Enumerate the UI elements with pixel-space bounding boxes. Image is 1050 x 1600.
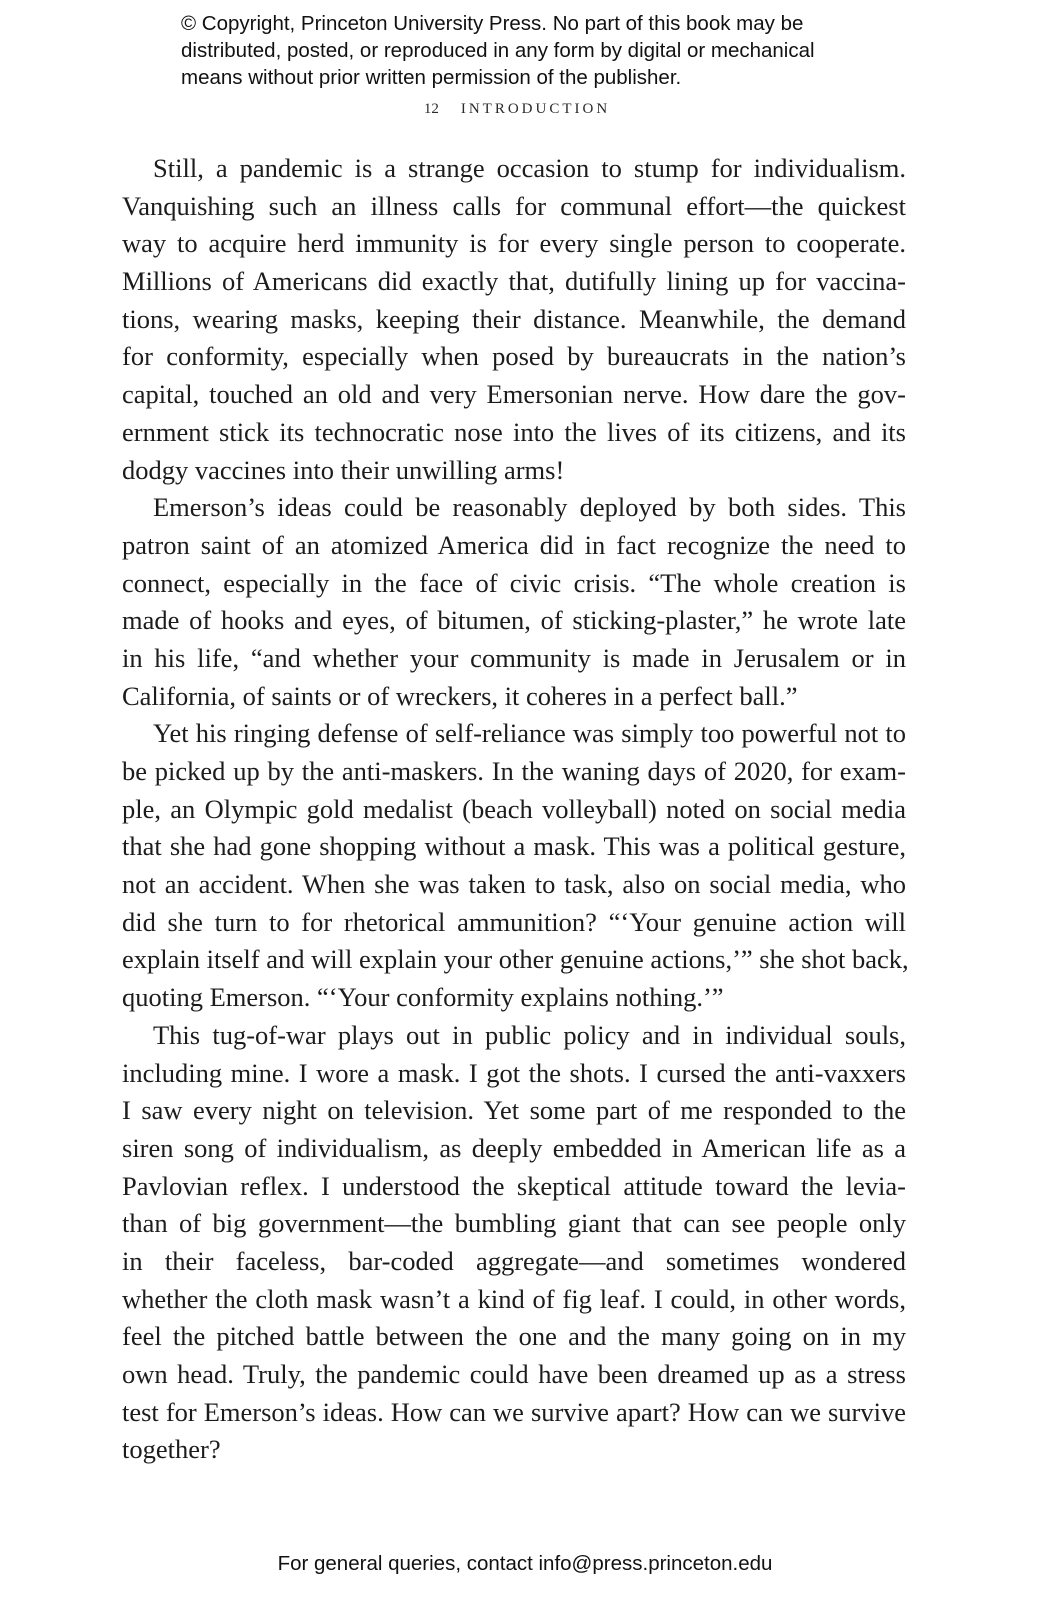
text-line: including mine. I wore a mask. I got the shots. I cursed the anti-vaxxers: [122, 1057, 906, 1088]
text-line: Millions of Americans did exactly that, dutifully lining up for vaccina-: [122, 266, 906, 297]
text-line: than of big government—the bumbling giant that can see people only: [122, 1208, 906, 1239]
text-line: California, of saints or of wreckers, it coheres in a perfect ball.”: [122, 680, 798, 711]
text-line: own head. Truly, the pandemic could have been dreamed up as a stress: [122, 1359, 906, 1389]
text-line: test for Emerson’s ideas. How can we survive apart? How can we survive: [122, 1396, 906, 1427]
text-line: patron saint of an atomized America did in fact recognize the need to: [122, 529, 906, 560]
paragraph: [122, 1017, 906, 1469]
paragraph: [122, 715, 909, 1017]
text-line: way to acquire herd immunity is for every single person to cooperate.: [122, 228, 906, 259]
text-line: in their faceless, bar-coded aggregate—and sometimes wondered: [122, 1245, 906, 1276]
text-line: ernment stick its technocratic nose into the lives of its citizens, and its: [122, 416, 906, 447]
text-line: in his life, “and whether your community is made in Jerusalem or in: [122, 642, 906, 673]
copyright-line: distributed, posted, or reproduced in any form by digital or mechanical: [181, 39, 815, 62]
copyright-line: © Copyright, Princeton University Press. No part of this book may be: [181, 12, 804, 35]
text-line: Vanquishing such an illness calls for communal effort—the quickest: [122, 190, 906, 221]
running-head: [0, 101, 1034, 118]
text-line: dodgy vaccines into their unwilling arms!: [122, 454, 565, 485]
text-line: did she turn to for rhetorical ammunition? “‘Your genuine action will: [122, 906, 906, 937]
text-line: ple, an Olympic gold medalist (beach volleyball) noted on social media: [122, 793, 906, 824]
body-text: [122, 150, 909, 1469]
text-line: tions, wearing masks, keeping their distance. Meanwhile, the demand: [122, 303, 906, 334]
text-line: capital, touched an old and very Emersonian nerve. How dare the gov-: [122, 379, 906, 410]
paragraph: [122, 489, 906, 715]
text-line: Still, a pandemic is a strange occasion to stump for individualism.: [153, 153, 906, 183]
text-line: Yet his ringing defense of self-reliance was simply too powerful not to: [153, 718, 906, 749]
page-number: 12: [423, 101, 439, 117]
text-line: together?: [122, 1434, 221, 1465]
paragraph: [122, 150, 906, 489]
text-line: I saw every night on television. Yet some part of me responded to the: [122, 1095, 906, 1126]
text-line: This tug-of-war plays out in public policy and in individual souls,: [153, 1019, 906, 1050]
copyright-line: means without prior written permission of the publisher.: [181, 66, 682, 89]
text-line: be picked up by the anti-maskers. In the waning days of 2020, for exam-: [122, 756, 906, 786]
text-line: Emerson’s ideas could be reasonably deployed by both sides. This: [153, 492, 906, 523]
text-line: connect, especially in the face of civic crisis. “The whole creation is: [122, 567, 906, 598]
copyright-notice: [181, 10, 901, 91]
text-line: Pavlovian reflex. I understood the skeptical attitude toward the levia-: [122, 1170, 906, 1201]
text-line: explain itself and will explain your other genuine actions,’” she shot back,: [122, 944, 909, 975]
text-line: made of hooks and eyes, of bitumen, of sticking-plaster,” he wrote late: [122, 605, 906, 636]
text-line: that she had gone shopping without a mask. This was a political gesture,: [122, 831, 906, 862]
text-line: quoting Emerson. “‘Your conformity explains nothing.’”: [122, 982, 724, 1013]
text-line: not an accident. When she was taken to task, also on social media, who: [122, 869, 906, 900]
footer-contact: For general queries, contact info@press.princeton.edu: [277, 1552, 773, 1575]
text-line: feel the pitched battle between the one and the many going on in my: [122, 1321, 906, 1352]
text-line: for conformity, especially when posed by bureaucrats in the nation’s: [122, 341, 906, 372]
text-line: siren song of individualism, as deeply embedded in American life as a: [122, 1132, 906, 1163]
section-title: INTRODUCTION: [460, 101, 611, 117]
text-line: whether the cloth mask wasn’t a kind of fig leaf. I could, in other words,: [122, 1283, 906, 1314]
